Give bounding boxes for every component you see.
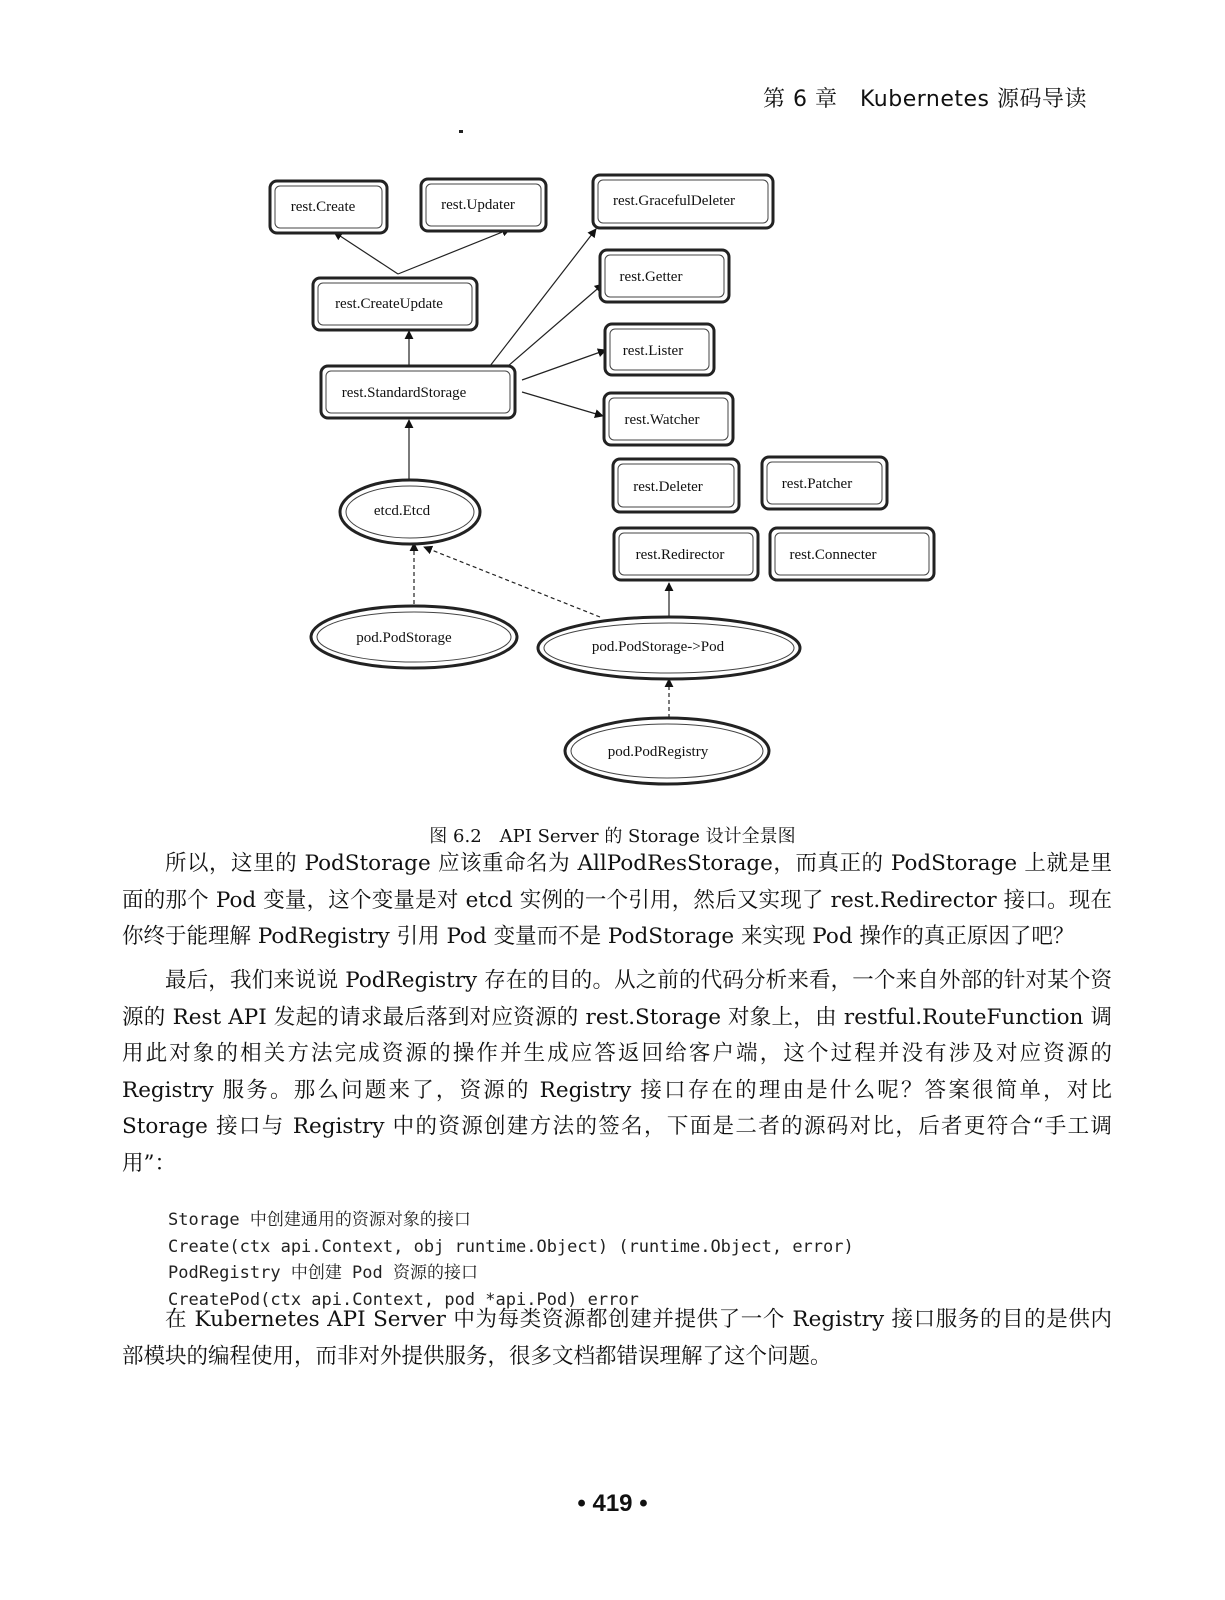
node-etcd-etcd [340, 480, 480, 544]
edge-standard-watcher [522, 392, 603, 416]
node-pod-pod-registry [565, 718, 769, 784]
node-rest-graceful-deleter [593, 175, 773, 228]
code-block [168, 1207, 854, 1313]
node-label: rest.Connecter [789, 547, 877, 563]
code-line: Create(ctx api.Context, obj runtime.Object) (runtime.Object, error) [168, 1236, 854, 1257]
node-label: rest.Watcher [624, 412, 700, 428]
node-pod-pod-storage-pod [538, 617, 800, 679]
node-rest-lister [605, 324, 714, 375]
node-rest-updater [421, 179, 546, 231]
node-label: rest.Getter [619, 269, 683, 285]
page-number: • 419 • [577, 1490, 648, 1517]
node-label: rest.Updater [441, 197, 515, 213]
node-label: pod.PodStorage->Pod [591, 639, 725, 655]
node-rest-watcher [604, 393, 733, 445]
chapter-header: 第 6 章 Kubernetes 源码导读 [762, 87, 1087, 112]
node-label: rest.Lister [622, 343, 684, 359]
node-label: rest.Create [290, 199, 356, 215]
edge-createupdate-create [334, 232, 398, 274]
node-pod-pod-storage [311, 606, 517, 668]
node-label: rest.StandardStorage [341, 385, 467, 401]
node-label: rest.CreateUpdate [335, 296, 443, 312]
node-label: rest.Deleter [633, 479, 703, 495]
node-label: etcd.Etcd [373, 503, 431, 519]
edge-standard-gracefuldeleter [490, 229, 596, 366]
edge-createupdate-updater [398, 229, 510, 274]
node-label: rest.Redirector [635, 547, 725, 563]
paragraph-2: 最后，我们来说说 PodRegistry 存在的目的。从之前的代码分析来看，一个来自外部的针对某个资源的 Rest API 发起的请求最后落到对应资源的 rest.Storage 对象上，由 restful.RouteFunction 调用此对象的相关方法完成资源的操作并生成应答返回给客户端，这个过程并没有涉及对应资源的 Registry 服务。那么问题来了，资源的 Registry 接口存在的理由是什么呢？答案很简单，对比 Storage 接口与 Registry 中的资源创建方法的签名，下面是二者的源码对比，后者更符合“手工调用”： [122, 968, 1112, 1176]
node-label: pod.PodRegistry [607, 744, 709, 760]
paragraph-3: 在 Kubernetes API Server 中为每类资源都创建并提供了一个 Registry 接口服务的目的是供内部模块的编程使用，而非对外提供服务，很多文档都错误理解了这个问题。 [122, 1307, 1112, 1369]
code-line: Storage 中创建通用的资源对象的接口 [168, 1210, 471, 1230]
node-label: rest.Patcher [781, 476, 853, 492]
node-rest-connecter [770, 528, 934, 580]
code-line: CreatePod(ctx api.Context, pod *api.Pod) error [168, 1289, 639, 1310]
edge-standard-lister [522, 350, 606, 380]
figure-caption: 图 6.2 API Server 的 Storage 设计全景图 [429, 826, 796, 847]
node-rest-deleter [613, 459, 739, 512]
node-rest-standard-storage [321, 366, 515, 418]
node-rest-patcher [762, 457, 887, 509]
node-rest-create [270, 181, 387, 233]
paragraph-1: 所以，这里的 PodStorage 应该重命名为 AllPodResStorage，而真正的 PodStorage 上就是里面的那个 Pod 变量，这个变量是对 etcd 实例的一个引用，然后又实现了 rest.Redirector 接口。现在你终于能理解 PodRegistry 引用 Pod 变量而不是 PodStorage 来实现 Pod 操作的真正原因了吧？ [122, 851, 1112, 949]
node-label: pod.PodStorage [356, 630, 452, 646]
code-line: PodRegistry 中创建 Pod 资源的接口 [168, 1263, 478, 1283]
node-rest-getter [600, 250, 729, 302]
node-label: rest.GracefulDeleter [612, 193, 736, 209]
node-rest-create-update [313, 278, 477, 330]
node-rest-redirector [614, 528, 758, 580]
